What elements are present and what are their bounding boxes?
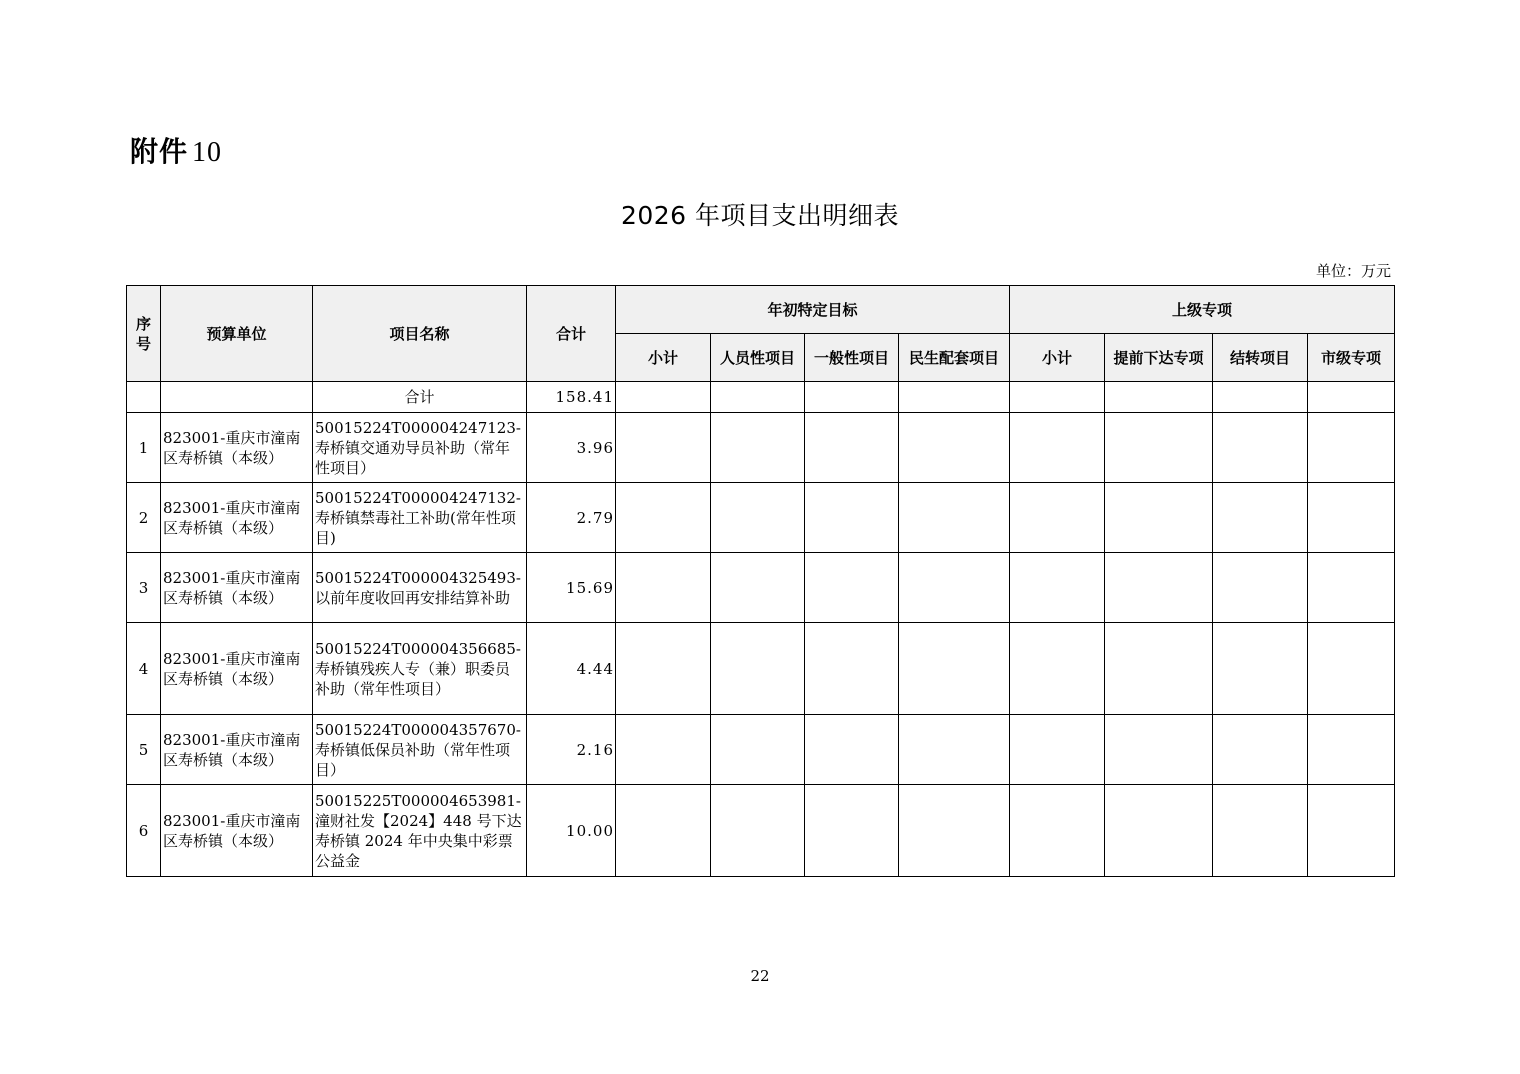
row-budget-unit: 823001-重庆市潼南区寿桥镇（本级） (161, 623, 313, 715)
cell (805, 553, 899, 623)
total-label: 合计 (313, 382, 527, 413)
cell (616, 413, 711, 483)
header-group-annual-targets: 年初特定目标 (616, 286, 1010, 334)
table-row (127, 483, 1395, 553)
table-row (127, 715, 1395, 785)
cell (1105, 715, 1213, 785)
cell (1105, 553, 1213, 623)
row-project-name: 50015224T000004325493-以前年度收回再安排结算补助 (313, 553, 527, 623)
unit-label: 单位：万元 (1315, 262, 1391, 280)
header-project-name: 项目名称 (313, 286, 527, 382)
cell (616, 382, 711, 413)
row-seq: 2 (127, 483, 161, 553)
header-g2-advance: 提前下达专项 (1105, 334, 1213, 382)
attachment-text: 附件 (130, 135, 189, 168)
cell (1105, 785, 1213, 877)
table-row (127, 785, 1395, 877)
cell (1010, 715, 1105, 785)
header-g2-city: 市级专项 (1308, 334, 1395, 382)
row-amount: 15.69 (527, 553, 616, 623)
cell (805, 382, 899, 413)
row-seq: 3 (127, 553, 161, 623)
cell (1010, 382, 1105, 413)
row-budget-unit: 823001-重庆市潼南区寿桥镇（本级） (161, 785, 313, 877)
cell (616, 715, 711, 785)
cell (1213, 483, 1308, 553)
cell (711, 483, 805, 553)
row-project-name: 50015225T000004653981-潼财社发【2024】448 号下达寿桥镇 2024 年中央集中彩票公益金 (313, 785, 527, 877)
table-row (127, 553, 1395, 623)
cell (1010, 483, 1105, 553)
cell (711, 553, 805, 623)
header-budget-unit: 预算单位 (161, 286, 313, 382)
row-seq: 4 (127, 623, 161, 715)
cell (899, 382, 1010, 413)
attachment-label (130, 130, 222, 170)
row-amount: 4.44 (527, 623, 616, 715)
header-g1-subtotal: 小计 (616, 334, 711, 382)
cell (1308, 785, 1395, 877)
cell (616, 623, 711, 715)
cell (616, 553, 711, 623)
cell (1213, 785, 1308, 877)
row-project-name: 50015224T000004357670-寿桥镇低保员补助（常年性项目） (313, 715, 527, 785)
cell (1105, 623, 1213, 715)
cell (711, 785, 805, 877)
row-amount: 2.79 (527, 483, 616, 553)
row-budget-unit: 823001-重庆市潼南区寿桥镇（本级） (161, 413, 313, 483)
header-row-1 (127, 286, 1395, 334)
cell (1105, 413, 1213, 483)
cell (899, 785, 1010, 877)
cell (1213, 553, 1308, 623)
cell (711, 623, 805, 715)
cell (1213, 623, 1308, 715)
cell (1213, 413, 1308, 483)
cell (616, 785, 711, 877)
page-number: 22 (750, 967, 770, 985)
cell (805, 715, 899, 785)
header-seq: 序号 (127, 286, 161, 382)
row-seq: 5 (127, 715, 161, 785)
cell (805, 785, 899, 877)
header-g1-general: 一般性项目 (805, 334, 899, 382)
row-seq: 1 (127, 413, 161, 483)
cell (711, 382, 805, 413)
cell (805, 623, 899, 715)
cell (1010, 553, 1105, 623)
total-amount: 158.41 (527, 382, 616, 413)
cell (1213, 715, 1308, 785)
cell (1308, 623, 1395, 715)
cell (899, 483, 1010, 553)
total-row (127, 382, 1395, 413)
cell (899, 413, 1010, 483)
row-amount: 10.00 (527, 785, 616, 877)
row-project-name: 50015224T000004247132-寿桥镇禁毒社工补助(常年性项目) (313, 483, 527, 553)
header-total: 合计 (527, 286, 616, 382)
header-g2-carryover: 结转项目 (1213, 334, 1308, 382)
row-project-name: 50015224T000004356685-寿桥镇残疾人专（兼）职委员补助（常年性项目） (313, 623, 527, 715)
cell (161, 382, 313, 413)
cell (1308, 553, 1395, 623)
table-row (127, 623, 1395, 715)
cell (711, 715, 805, 785)
cell (1010, 413, 1105, 483)
row-amount: 2.16 (527, 715, 616, 785)
cell (1308, 413, 1395, 483)
cell (616, 483, 711, 553)
project-expenditure-table (126, 285, 1395, 877)
row-budget-unit: 823001-重庆市潼南区寿桥镇（本级） (161, 553, 313, 623)
row-budget-unit: 823001-重庆市潼南区寿桥镇（本级） (161, 483, 313, 553)
header-group-superior-special: 上级专项 (1010, 286, 1395, 334)
cell (899, 715, 1010, 785)
row-project-name: 50015224T000004247123-寿桥镇交通劝导员补助（常年性项目） (313, 413, 527, 483)
cell (1308, 715, 1395, 785)
cell (1213, 382, 1308, 413)
header-g1-personnel: 人员性项目 (711, 334, 805, 382)
cell (1105, 483, 1213, 553)
cell (1308, 382, 1395, 413)
table-row (127, 413, 1395, 483)
cell (899, 553, 1010, 623)
page-title: 2026 年项目支出明细表 (620, 201, 900, 230)
cell (1010, 785, 1105, 877)
cell (711, 413, 805, 483)
cell (899, 623, 1010, 715)
row-budget-unit: 823001-重庆市潼南区寿桥镇（本级） (161, 715, 313, 785)
cell (127, 382, 161, 413)
cell (805, 483, 899, 553)
cell (1308, 483, 1395, 553)
cell (1105, 382, 1213, 413)
cell (1010, 623, 1105, 715)
header-g1-livelihood: 民生配套项目 (899, 334, 1010, 382)
header-g2-subtotal: 小计 (1010, 334, 1105, 382)
cell (805, 413, 899, 483)
attachment-number: 10 (192, 137, 223, 168)
row-amount: 3.96 (527, 413, 616, 483)
row-seq: 6 (127, 785, 161, 877)
